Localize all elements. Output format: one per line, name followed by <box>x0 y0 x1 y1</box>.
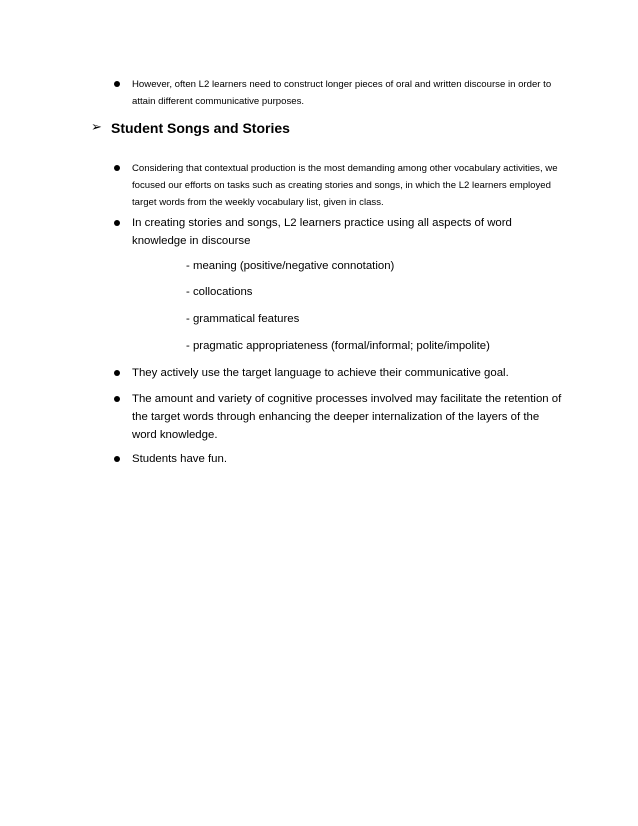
sub-list-item: - meaning (positive/negative connotation) <box>186 260 395 272</box>
sub-list-item: - pragmatic appropriateness (formal/informal; polite/impolite) <box>186 340 490 352</box>
bullet-icon <box>114 220 120 226</box>
arrow-bullet-icon: ➢ <box>91 120 102 135</box>
bullet-icon <box>114 81 120 87</box>
bullet-text: However, often L2 learners need to construct longer pieces of oral and written discourse in order to attain different communicative purposes. <box>132 79 552 107</box>
bullet-icon <box>114 396 120 402</box>
bullet-text: The amount and variety of cognitive processes involved may facilitate the retention of the target words through enhancing the deeper internalization of the layers of the word knowledge. <box>132 393 562 441</box>
list-item <box>114 160 566 212</box>
sub-list-item: - grammatical features <box>186 313 300 325</box>
section-heading-text: Student Songs and Stories <box>111 120 290 136</box>
bullet-text: Considering that contextual production is the most demanding among other vocabulary activities, we focused our efforts on tasks such as creating stories and songs, in which the L2 learners employed target words from the weekly vocabulary list, given in class. <box>132 163 558 208</box>
bullet-icon <box>114 456 120 462</box>
bullet-text: Students have fun. <box>132 453 227 465</box>
section-heading <box>91 118 491 138</box>
sub-list-item: - collocations <box>186 286 253 298</box>
bullet-icon <box>114 165 120 171</box>
list-item <box>114 76 566 110</box>
list-item <box>114 450 566 468</box>
bullet-icon <box>114 370 120 376</box>
list-item <box>114 390 566 444</box>
list-item <box>114 214 566 250</box>
list-item <box>114 364 566 382</box>
bullet-text: They actively use the target language to achieve their communicative goal. <box>132 367 509 379</box>
bullet-text: In creating stories and songs, L2 learners practice using all aspects of word knowledge in discourse <box>132 217 512 247</box>
